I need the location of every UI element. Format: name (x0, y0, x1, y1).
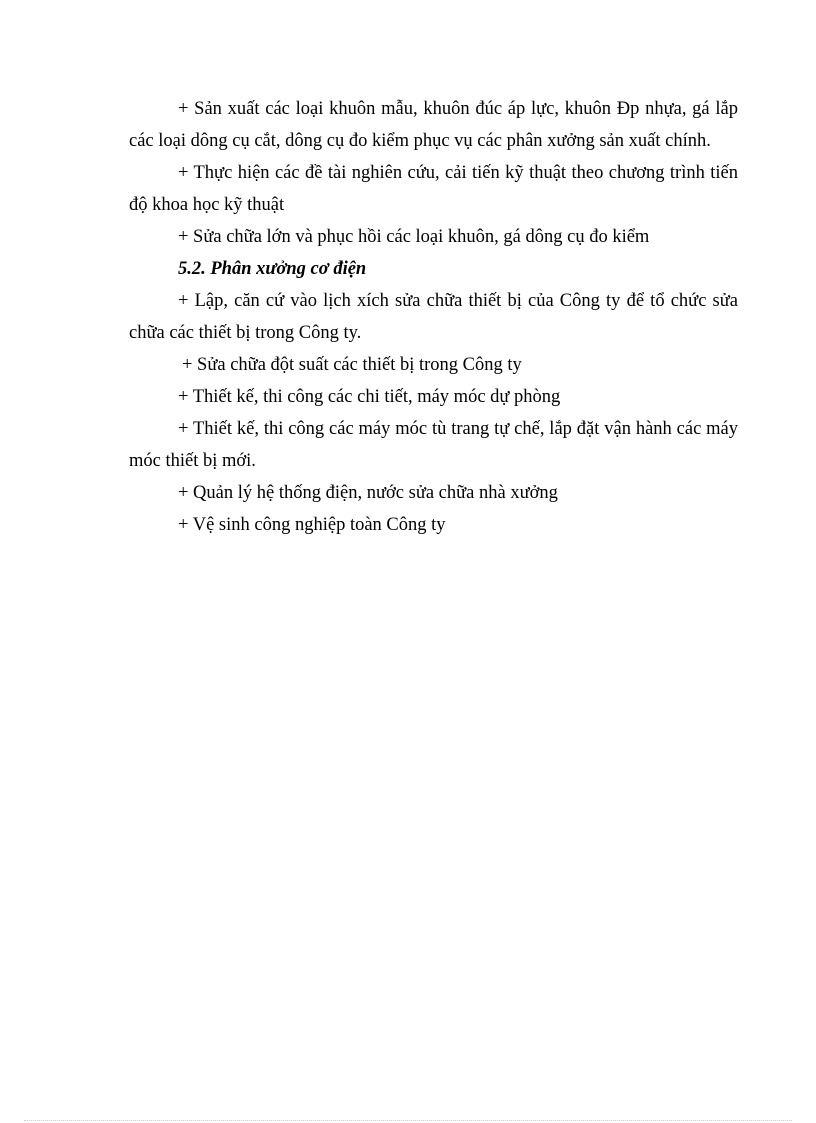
paragraph-utilities: + Quản lý hệ thống điện, nước sửa chữa nhà xưởng (178, 483, 558, 503)
paragraph-repair-schedule: + Lập, căn cứ vào lịch xích sửa chữa thiết bị của Công ty để tổ chức sửa chữa các thiết bị trong Công ty. (129, 291, 738, 343)
section-heading: 5.2. Phân xưởng cơ điện (178, 259, 367, 279)
paragraph-cleaning: + Vệ sinh công nghiệp toàn Công ty (178, 515, 446, 535)
paragraph-design-parts: + Thiết kế, thi công các chi tiết, máy móc dự phòng (178, 387, 561, 407)
paragraph-design-machines: + Thiết kế, thi công các máy móc tù trang tự chế, lắp đặt vận hành các máy móc thiết bị mới. (129, 419, 738, 471)
paragraph-research: + Thực hiện các đề tài nghiên cứu, cải tiến kỹ thuật theo chương trình tiến độ khoa học kỹ thuật (129, 163, 738, 215)
page-bottom-rule (24, 1120, 792, 1121)
paragraph-emergency-repair: + Sửa chữa đột suất các thiết bị trong Công ty (182, 355, 522, 375)
page-content (129, 93, 738, 541)
paragraph-repair-molds: + Sửa chữa lớn và phục hồi các loại khuôn, gá dông cụ đo kiểm (178, 227, 650, 247)
paragraph-molds: + Sản xuất các loại khuôn mẫu, khuôn đúc áp lực, khuôn Đp nhựa, gá lắp các loại dông cụ cắt, dông cụ đo kiểm phục vụ các phân xưởng sản xuất chính. (129, 99, 738, 151)
